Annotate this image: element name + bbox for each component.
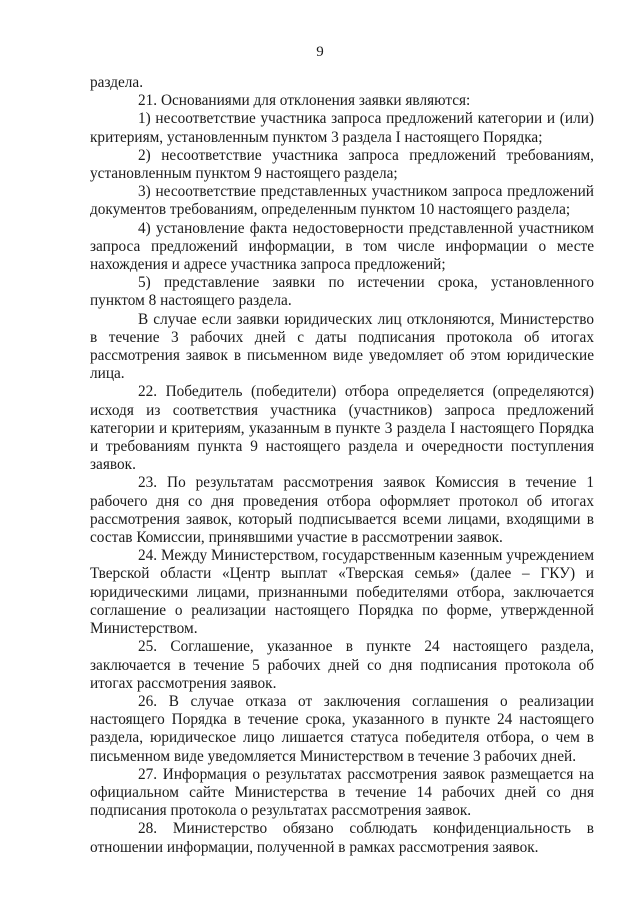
- paragraph-21-item-1: 1) несоответствие участника запроса предложений категории и (или) критериям, установленным пунктом 3 раздела I настоящего Порядка;: [90, 110, 594, 146]
- page-number: 9: [316, 44, 324, 60]
- paragraph-rejection-notice: В случае если заявки юридических лиц отклоняются, Министерство в течение 3 рабочих дней с даты подписания протокола об итогах рассмотрения заявок в письменном виде уведомляет об этом юридические лица.: [90, 310, 594, 383]
- paragraph-21-item-5: 5) представление заявки по истечении срока, установленного пунктом 8 настоящего раздела.: [90, 274, 594, 310]
- paragraph-23: 23. По результатам рассмотрения заявок Комиссия в течение 1 рабочего дня со дня проведения отбора оформляет протокол об итогах рассмотрения заявок, который подписывается всеми лицами, входящими в состав Комиссии, принявшими участие в рассмотрении заявок.: [90, 474, 594, 547]
- paragraph-22: 22. Победитель (победители) отбора определяется (определяются) исходя из соответствия участника (участников) запроса предложений категории и критериям, указанным в пункте 3 раздела I настоящего Порядка и требованиям пункта 9 настоящего раздела и очередности поступления заявок.: [90, 383, 594, 474]
- paragraph-continuation: раздела.: [90, 74, 144, 91]
- paragraph-21-item-4: 4) установление факта недостоверности представленной участником запроса предложений информации, в том числе информации о месте нахождения и адресе участника запроса предложений;: [90, 219, 594, 274]
- paragraph-28: 28. Министерство обязано соблюдать конфиденциальность в отношении информации, полученной в рамках рассмотрения заявок.: [90, 820, 594, 856]
- paragraph-25: 25. Соглашение, указанное в пункте 24 настоящего раздела, заключается в течение 5 рабочих дней со дня подписания протокола об итогах рассмотрения заявок.: [90, 638, 594, 692]
- paragraph-27: 27. Информация о результатах рассмотрения заявок размещается на официальном сайте Министерства в течение 14 рабочих дней со дня подписания протокола о результатах рассмотрения заявок.: [90, 765, 594, 820]
- paragraph-26: 26. В случае отказа от заключения соглашения о реализации настоящего Порядка в течение срока, указанного в пункте 24 настоящего раздела, юридическое лицо лишается статуса победителя отбора, о чем в письменном виде уведомляется Министерством в течение 3 рабочих дней.: [90, 692, 594, 765]
- paragraph-21-item-3: 3) несоответствие представленных участником запроса предложений документов требованиям, определенным пунктом 10 настоящего раздела;: [90, 183, 594, 219]
- paragraph-24: 24. Между Министерством, государственным казенным учреждением Тверской области «Центр выплат «Тверская семья» (далее – ГКУ) и юридическими лицами, признанными победителями отбора, заключается соглашение о реализации настоящего Порядка по форме, утвержденной Министерством.: [90, 547, 595, 638]
- document-body: [90, 74, 594, 857]
- paragraph-21: 21. Основаниями для отклонения заявки являются:: [138, 92, 471, 110]
- paragraph-21-item-2: 2) несоответствие участника запроса предложений требованиям, установленным пунктом 9 настоящего раздела;: [90, 146, 594, 183]
